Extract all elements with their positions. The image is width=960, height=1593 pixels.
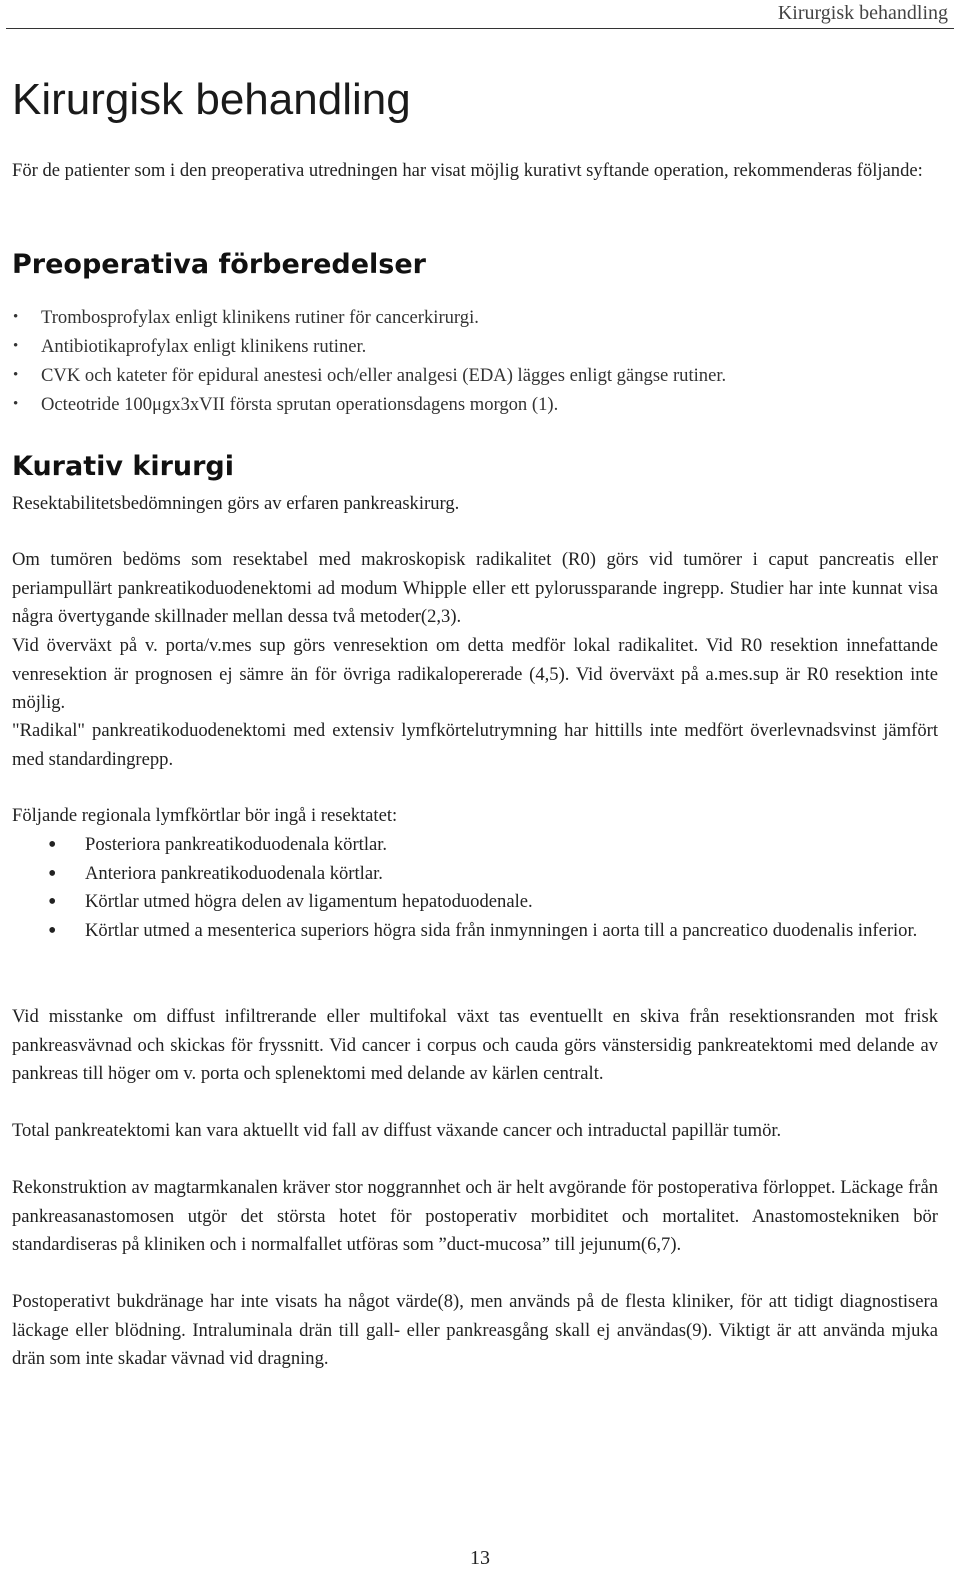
- paragraph-resectable: Om tumören bedöms som resektabel med makroskopisk radikalitet (R0) görs vid tumörer i caput pancreatis eller periampullärt pankreatikoduodenektomi ad modum Whipple eller ett pylorussparande ingrepp. Studier har inte kunnat visa några övertygande skillnader mellan dessa två metoder(2,3).: [12, 549, 938, 628]
- bullet-icon: •: [13, 396, 19, 412]
- list-item: • Körtlar utmed högra delen av ligamentum hepatoduodenale.: [48, 889, 533, 916]
- kurativ-heading: Kurativ kirurgi: [12, 451, 235, 482]
- list-item: • Anteriora pankreatikoduodenala körtlar.: [48, 860, 383, 887]
- bullet-icon: •: [13, 338, 19, 354]
- bullet-icon: •: [48, 917, 57, 944]
- bullet-icon: •: [13, 309, 19, 325]
- list-item: • CVK och kateter för epidural anestesi och/eller analgesi (EDA) lägges enligt gängse rutiner.: [12, 361, 938, 390]
- bullet-icon: •: [48, 889, 57, 916]
- list-item: • Trombosprofylax enligt klinikens rutiner för cancerkirurgi.: [12, 303, 938, 332]
- paragraph-misstanke: Vid misstanke om diffust infiltrerande eller multifokal växt tas eventuellt en skiva från resektionsranden mot frisk pankreasvävnad och skickas för fryssnitt. Vid cancer i corpus och cauda görs vänstersidig pankreatektomi med delande av pankreas till höger om v. porta och splenektomi med delande av kärlen centralt.: [12, 1006, 938, 1085]
- page-number: 13: [470, 1547, 490, 1569]
- page-title: Kirurgisk behandling: [12, 75, 411, 124]
- bullet-icon: •: [48, 860, 57, 887]
- paragraph-total: Total pankreatektomi kan vara aktuellt vid fall av diffust växande cancer och intraductal papillär tumör.: [12, 1120, 782, 1141]
- list-item: • Antibiotikaprofylax enligt klinikens rutiner.: [12, 332, 938, 361]
- list-item: • Körtlar utmed a mesenterica superiors högra sida från inmynningen i aorta till a pancreatico duodenalis inferior.: [48, 917, 918, 944]
- bullet-icon: •: [48, 832, 57, 858]
- paragraph-venresektion: Vid överväxt på v. porta/v.mes sup görs venresektion om detta medför lokal radikalitet. Vid R0 resektion innefattande venresektion är prognosen ej sämre än för övriga radikalopererade (4,5). Vid överväxt på a.mes.sup är R0 resektion inte möjlig.: [12, 635, 938, 714]
- paragraph-dranage: Postoperativt bukdränage har inte visats ha något värde(8), men används på de flesta kliniker, för att tidigt diagnostisera läckage eller blödning. Intraluminala drän till gall- eller pankreasgång skall ej användas(9). Viktigt är att använda mjuka drän som inte skadar vävnad vid dragning.: [12, 1291, 938, 1370]
- preop-list: [12, 303, 938, 419]
- lymph-node-list: [12, 831, 938, 945]
- paragraph-rekonstruktion: Rekonstruktion av magtarmkanalen kräver stor noggrannhet och är helt avgörande för postoperativa förloppet. Läckage från pankreasanastomosen utgör det största hotet för postoperativ morbiditet och mortalitet. Anastomostekniken bör standardiseras på kliniken och i normalfallet utföras som ”duct-mucosa” till jejunum(6,7).: [12, 1177, 938, 1256]
- preop-heading: Preoperativa förberedelser: [12, 249, 426, 280]
- intro-paragraph: För de patienter som i den preoperativa utredningen har visat möjlig kurativt syftande operation, rekommenderas följande:: [12, 160, 923, 181]
- kurativ-lead: Resektabilitetsbedömningen görs av erfaren pankreaskirurg.: [12, 493, 460, 514]
- list-item: • Octeotride 100μgx3xVII första sprutan operationsdagens morgon (1).: [12, 390, 938, 419]
- bullet-icon: •: [13, 367, 19, 383]
- header-divider: [6, 28, 954, 29]
- paragraph-radikal: "Radikal" pankreatikoduodenektomi med extensiv lymfkörtelutrymning har hittills inte medfört överlevnadsvinst jämfört med standardingrepp.: [12, 720, 938, 770]
- list-item: • Posteriora pankreatikoduodenala körtlar.: [48, 832, 388, 858]
- nodes-intro: Följande regionala lymfkörtlar bör ingå i resektatet:: [12, 805, 398, 826]
- running-header: Kirurgisk behandling: [777, 2, 948, 24]
